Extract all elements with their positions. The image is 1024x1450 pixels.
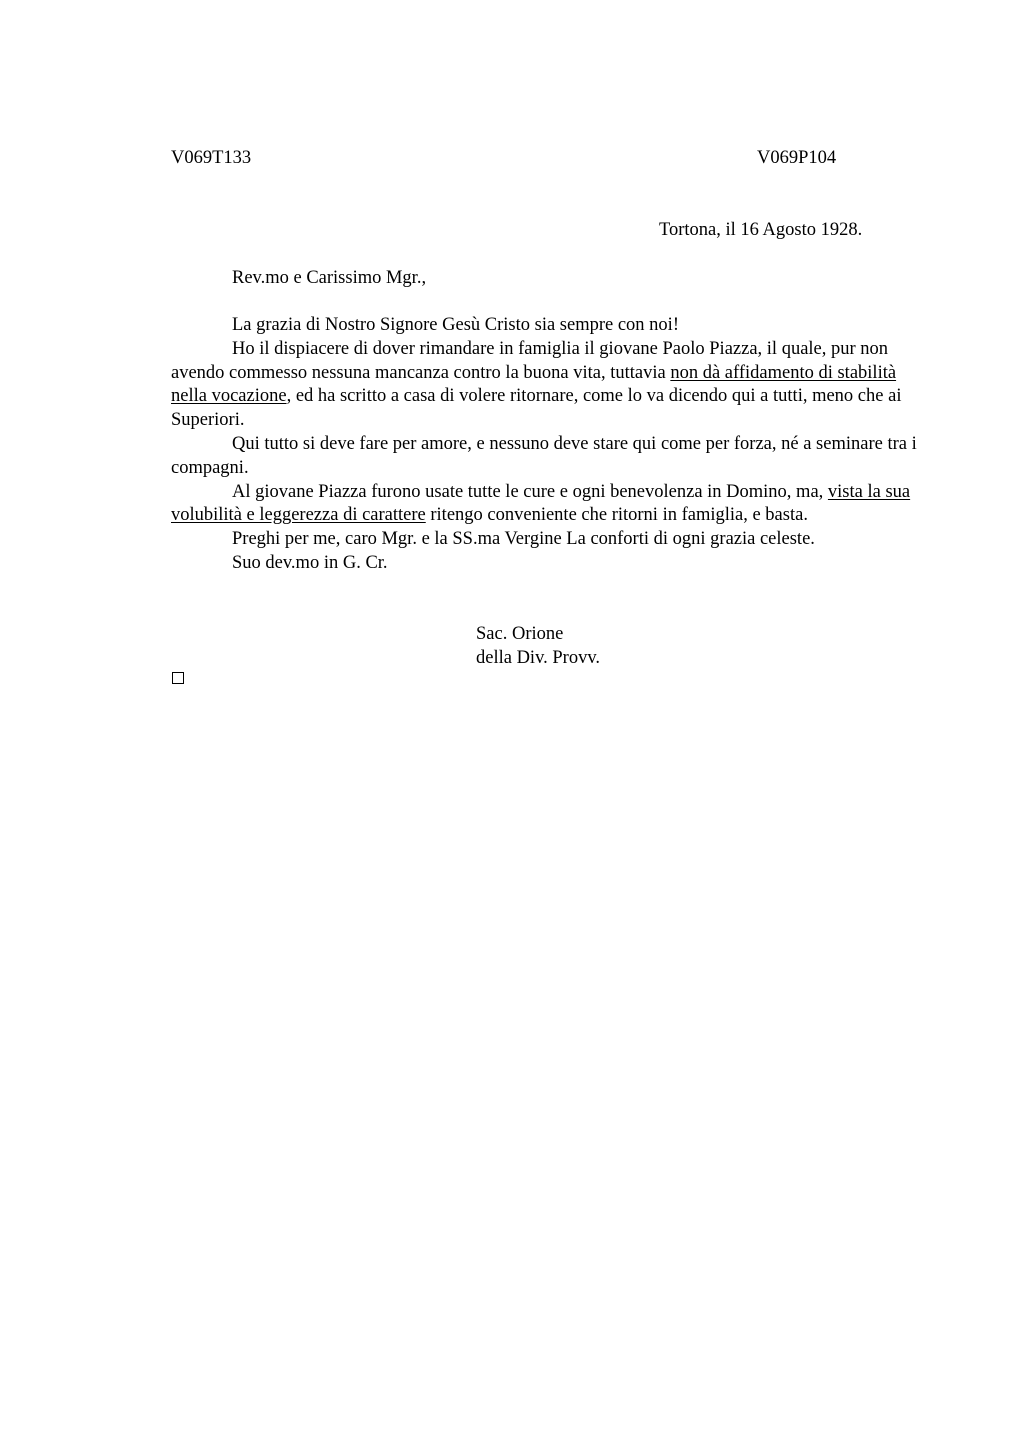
reference-code-left: V069T133 xyxy=(171,148,252,168)
signature-title: della Div. Provv. xyxy=(476,648,600,668)
checkbox-square-icon xyxy=(172,672,184,684)
paragraph-greeting: La grazia di Nostro Signore Gesù Cristo sia sempre con noi! xyxy=(232,315,679,335)
letter-body xyxy=(171,314,931,576)
paragraph-dismissal xyxy=(171,338,931,433)
paragraph-love: Qui tutto si deve fare per amore, e nessuno deve stare qui come per forza, né a seminare tra i compagni. xyxy=(171,433,917,478)
paragraph-care-text-b: ritengo conveniente che ritorni in famiglia, e basta. xyxy=(425,505,808,526)
paragraph-closing: Suo dev.mo in G. Cr. xyxy=(232,552,388,573)
paragraph-care xyxy=(171,481,931,529)
salutation: Rev.mo e Carissimo Mgr., xyxy=(232,268,427,288)
paragraph-prayer: Preghi per me, caro Mgr. e la SS.ma Vergine La conforti di ogni grazia celeste. xyxy=(232,529,815,550)
reference-code-right: V069P104 xyxy=(757,148,837,168)
paragraph-care-text-a: Al giovane Piazza furono usate tutte le cure e ogni benevolenza in Domino, ma, xyxy=(232,481,828,502)
underlined-phrase-character: vista la sua volubilità e leggerezza di carattere xyxy=(171,481,911,526)
paragraph-dismissal-text-a: Ho il dispiacere di dover rimandare in famiglia il giovane Paolo Piazza, il quale, pur non avendo commesso nessuna mancanza contro la buona vita, tuttavia xyxy=(171,338,889,383)
paragraph-dismissal-text-b: , ed ha scritto a casa di volere ritornare, come lo va dicendo qui a tutti, meno che ai Superiori. xyxy=(171,386,902,431)
signature-name: Sac. Orione xyxy=(476,624,564,644)
underlined-phrase-vocation: non dà affidamento di stabilità nella vocazione xyxy=(171,362,897,407)
date-line: Tortona, il 16 Agosto 1928. xyxy=(659,220,863,240)
